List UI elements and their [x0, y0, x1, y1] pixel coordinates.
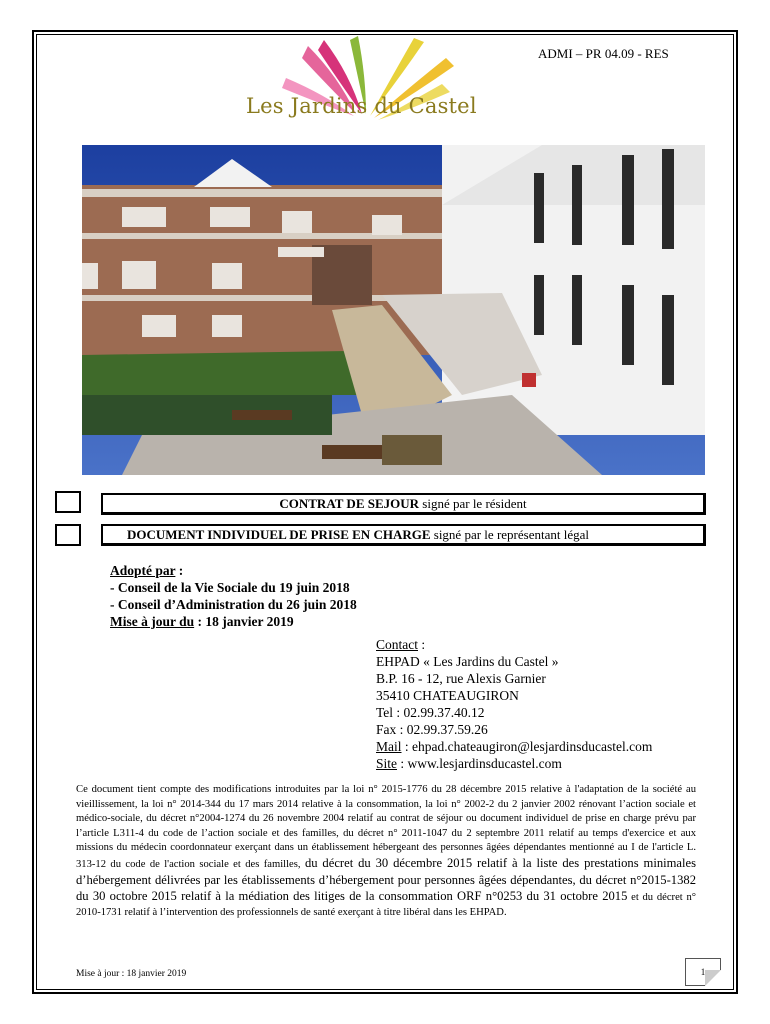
contact-name: EHPAD « Les Jardins du Castel » [376, 654, 559, 669]
contact-fax: Fax : 02.99.37.59.26 [376, 722, 488, 737]
contact-label: Contact [376, 637, 418, 652]
contact-mail-link[interactable]: : ehpad.chateaugiron@lesjardinsducastel.com [401, 739, 653, 754]
banner-document-rest: signé par le représentant légal [430, 527, 589, 542]
contact-city: 35410 CHATEAUGIRON [376, 688, 519, 703]
legal-paragraph-part2: du décret du 30 décembre 2015 relatif à la liste des prestations minimales d’hébergement délivrées par les établissements d’hébergement pour personnes âgées dépendantes, du décret n°2015-1382 du 30 octobre 2015 relatif à la médiation des litiges de la consommation ORF n°0253 du 31 octobre 2015 [76, 855, 696, 904]
checkbox-document[interactable] [55, 524, 81, 546]
banner-contrat-rest: signé par le résident [419, 496, 527, 511]
banner-contrat-bold: CONTRAT DE SEJOUR [279, 496, 420, 511]
legal-paragraph-part3: et du décret n° 2010-1731 relatif à l’intervention des professionnels de santé exerçant à titre libéral dans les EHPAD. [76, 892, 696, 918]
adoption-heading: Adopté par [110, 563, 176, 578]
logo-text: Les Jardins du Castel [246, 94, 477, 118]
contact-site-link[interactable]: : www.lesjardinsducastel.com [397, 756, 562, 771]
legal-paragraph [76, 783, 696, 920]
adoption-block [110, 562, 357, 630]
adoption-line-ca: - Conseil d’Administration du 26 juin 2018 [110, 597, 357, 612]
checkbox-contrat[interactable] [55, 491, 81, 513]
update-label: Mise à jour du [110, 614, 195, 629]
page-number-value: 1 [700, 967, 706, 977]
adoption-line-cvs: - Conseil de la Vie Sociale du 19 juin 2018 [110, 580, 350, 595]
building-photo [82, 145, 705, 475]
footer-update: Mise à jour : 18 janvier 2019 [76, 969, 187, 979]
update-value: : 18 janvier 2019 [194, 614, 294, 629]
legal-paragraph-part1: Ce document tient compte des modifications introduites par la loi n° 2015-1776 du 28 décembre 2015 relative à l'adaptation de la société au vieillissement, la loi n° 2014-344 du 17 mars 2014 relative à la consommation, la loi n° 2002-2 du 2 janvier 2002 rénovant l’action sociale et médico-sociale, du décret n°2004-1274 du 26 novembre 2004 relatif au contrat de séjour ou document individuel de prise en charge prévu par l’article L311-4 du code de l’action sociale et des familles, du décret n° 2011-1047 du 2 septembre 2011 relatif au temps d'exercice et aux missions du médecin coordonnateur exerçant dans un établissement hébergeant des personnes âgées dépendantes mentionné au I de l'article L. 313-12 du code de l'action sociale et des familles, [76, 784, 696, 870]
contact-address: B.P. 16 - 12, rue Alexis Garnier [376, 671, 546, 686]
adoption-heading-suffix: : [175, 563, 184, 578]
contact-mail-label: Mail [376, 739, 402, 754]
page-number [685, 958, 721, 986]
contact-block [376, 636, 652, 772]
banner-contrat-sejour [101, 493, 706, 515]
document-reference: ADMI – PR 04.09 - RES [538, 46, 669, 61]
contact-label-suffix: : [418, 637, 426, 652]
contact-site-label: Site [376, 756, 398, 771]
contact-tel: Tel : 02.99.37.40.12 [376, 705, 485, 720]
banner-document-individuel [101, 524, 706, 546]
banner-document-bold: DOCUMENT INDIVIDUEL DE PRISE EN CHARGE [127, 527, 431, 542]
page-fold-icon [705, 970, 721, 986]
